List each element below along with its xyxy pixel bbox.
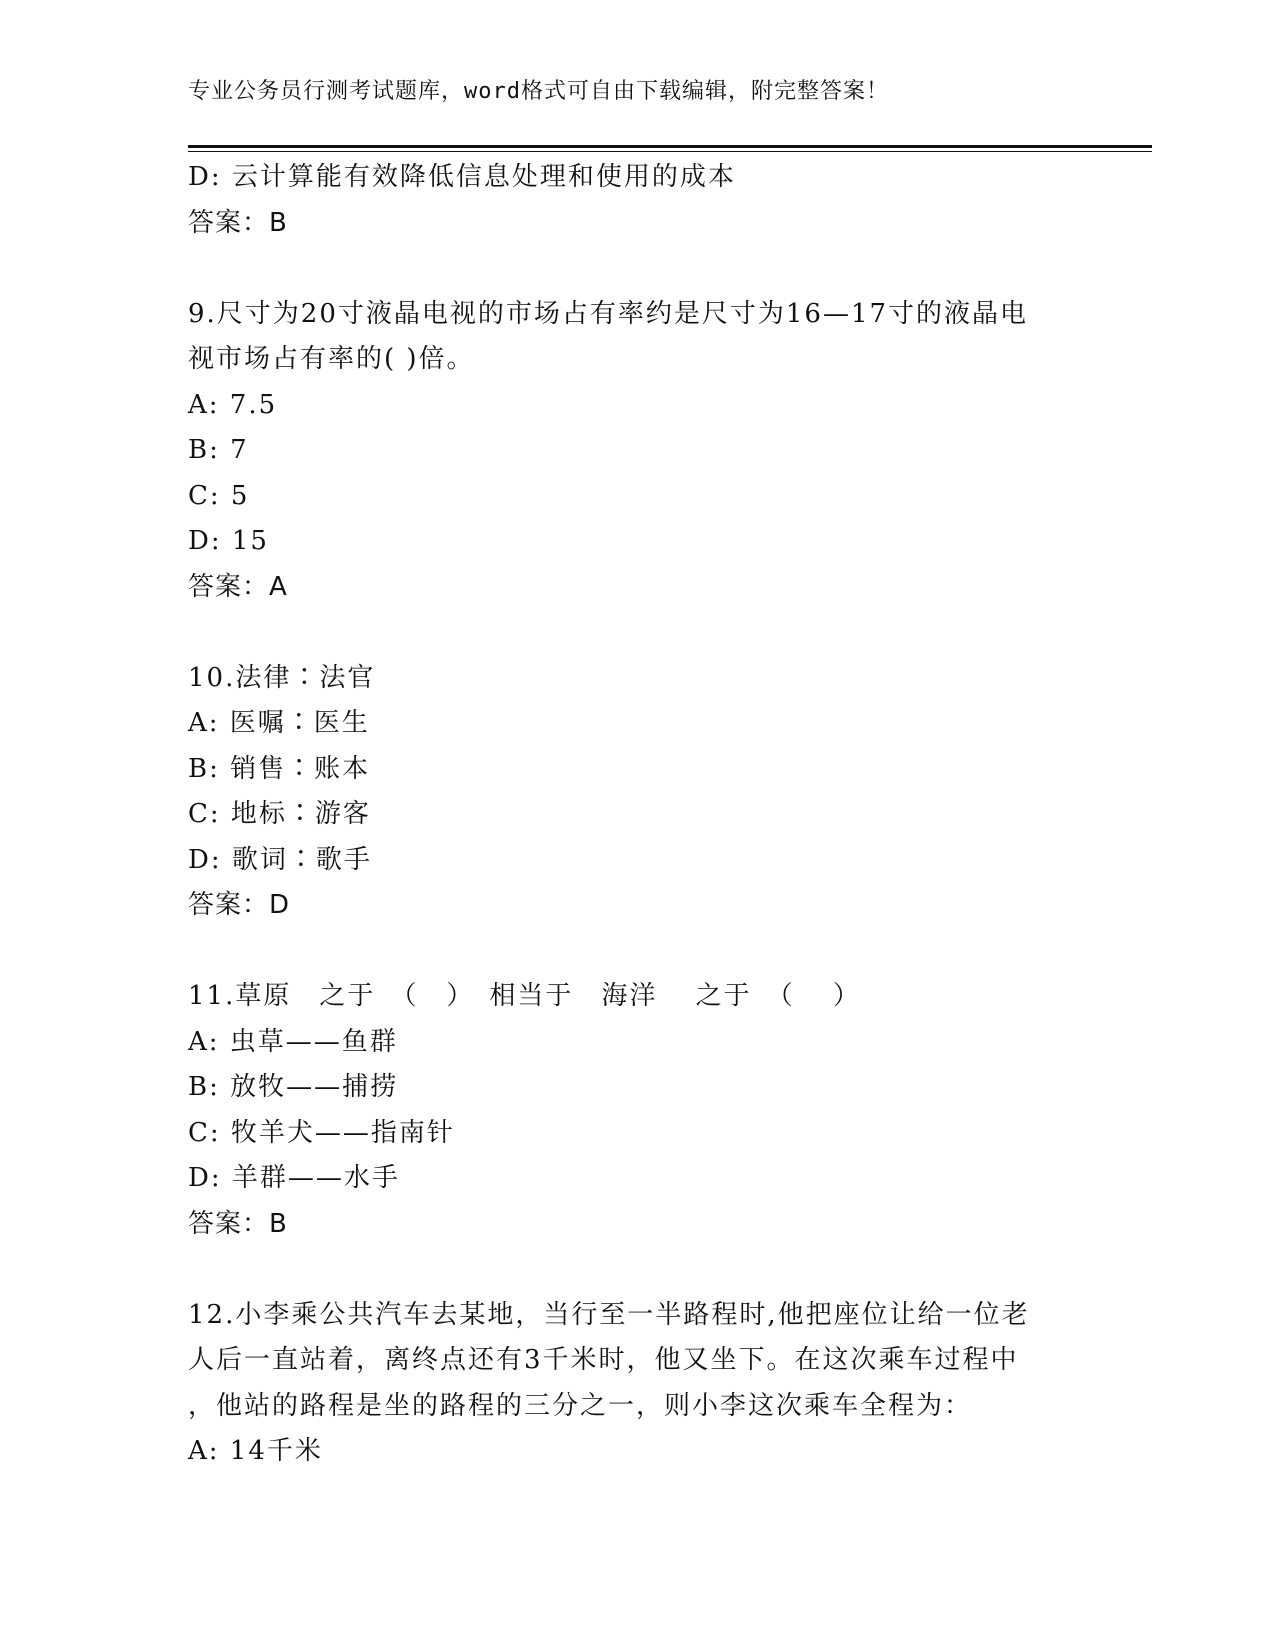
question-10-option-d: D: 歌词∶歌手 bbox=[188, 844, 372, 875]
question-11-line-1: 11.草原 之于 （ ） 相当于 海洋 之于 （ ） bbox=[188, 981, 861, 1011]
question-9-option-a: A: 7.5 bbox=[188, 389, 278, 420]
question-9-line-2: 视市场占有率的( )倍。 bbox=[188, 344, 475, 374]
question-10-answer: 答案：D bbox=[188, 890, 291, 920]
question-9-answer: 答案：A bbox=[188, 571, 288, 602]
spacer bbox=[188, 610, 1088, 656]
header-rule-thick bbox=[188, 145, 1152, 148]
question-11-option-a: A: 虫草——鱼群 bbox=[188, 1026, 398, 1057]
answer-previous: 答案：B bbox=[188, 207, 288, 238]
question-11-option-c: C: 牧羊犬——指南针 bbox=[188, 1117, 455, 1148]
question-10-option-c: C: 地标∶游客 bbox=[188, 799, 371, 829]
question-10-option-b: B: 销售∶账本 bbox=[188, 753, 371, 784]
header-rule-thin bbox=[188, 151, 1152, 152]
question-9-option-b: B: 7 bbox=[188, 435, 249, 465]
question-10-line-1: 10.法律∶法官 bbox=[188, 662, 376, 693]
question-content bbox=[188, 155, 1088, 1475]
page-header: 专业公务员行测考试题库，word格式可自由下载编辑，附完整答案！ bbox=[188, 79, 889, 104]
question-11-option-d: D: 羊群——水手 bbox=[188, 1163, 400, 1193]
spacer bbox=[188, 1247, 1088, 1293]
question-11-answer: 答案：B bbox=[188, 1208, 288, 1239]
option-d-previous: D: 云计算能有效降低信息处理和使用的成本 bbox=[188, 162, 736, 192]
spacer bbox=[188, 929, 1088, 975]
question-12-line-2: 人后一直站着，离终点还有3千米时，他又坐下。在这次乘车过程中 bbox=[188, 1345, 1019, 1375]
question-12-option-a: A: 14千米 bbox=[188, 1436, 323, 1466]
question-12-line-1: 12.小李乘公共汽车去某地，当行至一半路程时,他把座位让给一位老 bbox=[188, 1299, 1030, 1330]
question-11-option-b: B: 放牧——捕捞 bbox=[188, 1072, 399, 1102]
spacer bbox=[188, 246, 1088, 292]
question-9-option-d: D: 15 bbox=[188, 526, 269, 556]
question-10-option-a: A: 医嘱∶医生 bbox=[188, 708, 370, 738]
question-12-line-3: ，他站的路程是坐的路程的三分之一，则小李这次乘车全程为： bbox=[188, 1390, 973, 1421]
question-9-option-c: C: 5 bbox=[188, 480, 250, 511]
question-9-line-1: 9.尺寸为20寸液晶电视的市场占有率约是尺寸为16—17寸的液晶电 bbox=[188, 298, 1029, 329]
